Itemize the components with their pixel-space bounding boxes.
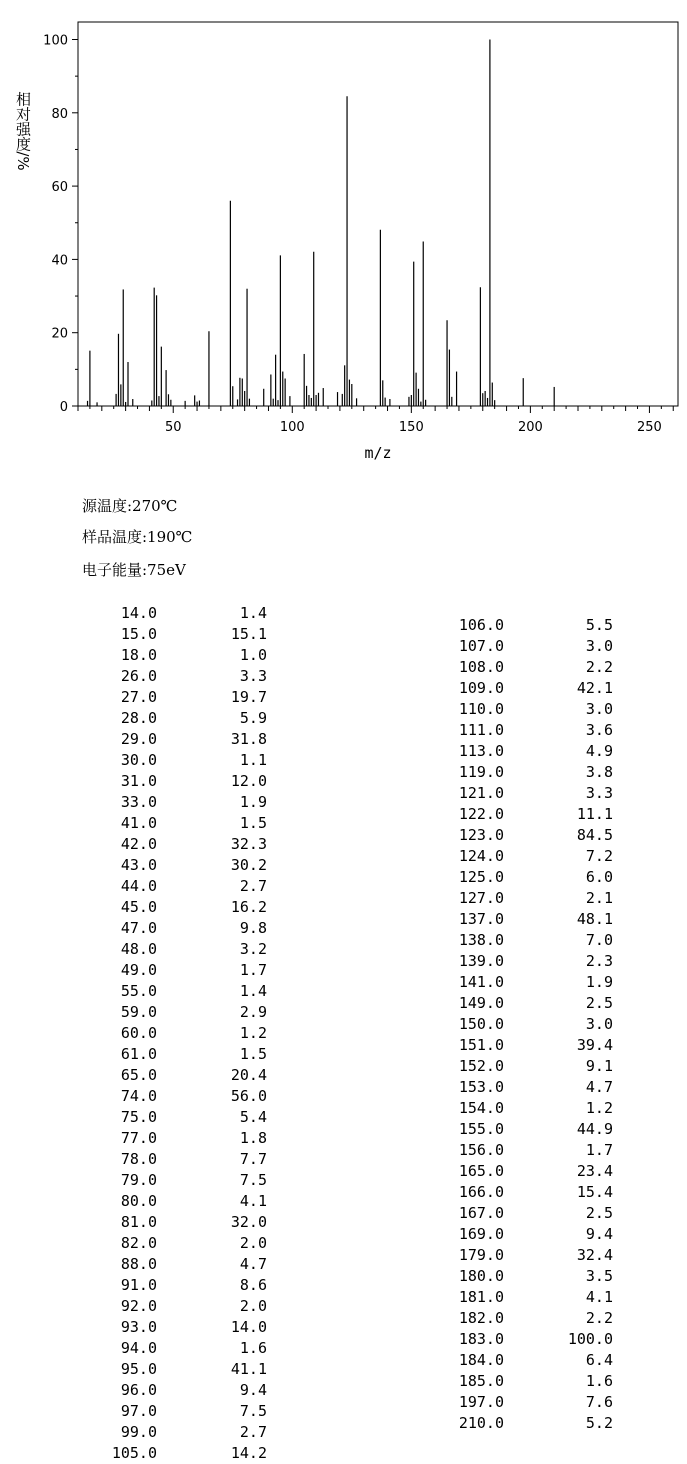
mz-value: 210.0 — [458, 1414, 504, 1432]
mz-value: 181.0 — [458, 1288, 504, 1306]
mz-value: 28.0 — [120, 709, 157, 727]
mz-value: 121.0 — [458, 784, 504, 802]
abundance-value: 3.0 — [585, 637, 613, 655]
mz-value: 180.0 — [458, 1267, 504, 1285]
y-tick-label: 20 — [51, 326, 68, 342]
abundance-value: 41.1 — [230, 1360, 267, 1378]
mz-value: 139.0 — [458, 952, 504, 970]
mz-value: 15.0 — [120, 625, 157, 643]
mz-value: 43.0 — [120, 856, 157, 874]
mz-value: 107.0 — [458, 637, 504, 655]
abundance-value: 20.4 — [230, 1066, 267, 1084]
mz-value: 55.0 — [120, 982, 157, 1000]
mz-value: 169.0 — [458, 1225, 504, 1243]
abundance-value: 32.0 — [230, 1213, 267, 1231]
mz-value: 41.0 — [120, 814, 157, 832]
x-axis-label: m/z — [364, 444, 392, 462]
abundance-value: 3.0 — [585, 1015, 613, 1033]
abundance-value: 5.9 — [239, 709, 267, 727]
abundance-value: 1.0 — [239, 646, 267, 664]
mz-value: 80.0 — [120, 1192, 157, 1210]
abundance-value: 56.0 — [230, 1087, 267, 1105]
abundance-value: 5.2 — [585, 1414, 613, 1432]
mz-value: 61.0 — [120, 1045, 157, 1063]
abundance-value: 84.5 — [576, 826, 613, 844]
mz-value: 127.0 — [458, 889, 504, 907]
y-tick-label: 100 — [43, 33, 68, 49]
mz-value: 156.0 — [458, 1141, 504, 1159]
mz-value: 152.0 — [458, 1057, 504, 1075]
mz-value: 155.0 — [458, 1120, 504, 1138]
abundance-value: 1.4 — [239, 982, 267, 1000]
abundance-value: 1.1 — [239, 751, 267, 769]
mz-value: 45.0 — [120, 898, 157, 916]
peak-series — [88, 40, 555, 407]
mz-value: 109.0 — [458, 679, 504, 697]
abundance-value: 2.2 — [585, 1309, 613, 1327]
mz-value: 26.0 — [120, 667, 157, 685]
x-axis — [78, 406, 673, 435]
mz-value: 184.0 — [458, 1351, 504, 1369]
abundance-value: 9.4 — [239, 1381, 267, 1399]
mz-value: 95.0 — [120, 1360, 157, 1378]
abundance-value: 2.9 — [239, 1003, 267, 1021]
abundance-value: 1.5 — [239, 814, 267, 832]
abundance-value: 44.9 — [576, 1120, 613, 1138]
mz-value: 29.0 — [120, 730, 157, 748]
abundance-value: 32.3 — [230, 835, 267, 853]
x-tick-label: 150 — [398, 420, 424, 435]
abundance-value: 1.2 — [239, 1024, 267, 1042]
mz-value: 119.0 — [458, 763, 504, 781]
mz-value: 27.0 — [120, 688, 157, 706]
abundance-value: 9.8 — [239, 919, 267, 937]
abundance-value: 2.7 — [239, 877, 267, 895]
abundance-value: 9.4 — [585, 1225, 613, 1243]
abundance-value: 2.1 — [585, 889, 613, 907]
abundance-value: 1.9 — [585, 973, 613, 991]
mz-value: 47.0 — [120, 919, 157, 937]
mz-value: 106.0 — [458, 616, 504, 634]
abundance-value: 31.8 — [230, 730, 267, 748]
y-tick-label: 60 — [51, 180, 68, 196]
x-tick-label: 250 — [637, 420, 662, 435]
mz-value: 88.0 — [120, 1255, 157, 1273]
abundance-value: 2.7 — [239, 1423, 267, 1441]
abundance-value: 9.1 — [585, 1057, 613, 1075]
mz-value: 153.0 — [458, 1078, 504, 1096]
abundance-value: 16.2 — [230, 898, 267, 916]
abundance-value: 1.2 — [585, 1099, 613, 1117]
y-tick-label: 0 — [59, 400, 68, 415]
mz-value: 105.0 — [111, 1444, 157, 1462]
abundance-value: 1.9 — [239, 793, 267, 811]
abundance-value: 1.5 — [239, 1045, 267, 1063]
abundance-value: 19.7 — [230, 688, 267, 706]
abundance-value: 3.8 — [585, 763, 613, 781]
abundance-value: 30.2 — [230, 856, 267, 874]
mz-value: 138.0 — [458, 931, 504, 949]
abundance-value: 7.7 — [239, 1150, 267, 1168]
abundance-value: 6.0 — [585, 868, 613, 886]
mz-value: 113.0 — [458, 742, 504, 760]
mz-value: 91.0 — [120, 1276, 157, 1294]
abundance-value: 1.7 — [585, 1141, 613, 1159]
electron-energy: 电子能量:75eV — [82, 561, 186, 579]
abundance-value: 42.1 — [576, 679, 613, 697]
abundance-value: 7.5 — [239, 1402, 267, 1420]
mz-value: 59.0 — [120, 1003, 157, 1021]
y-axis-label: 相对强度/% — [14, 91, 32, 171]
y-tick-label: 80 — [51, 106, 68, 122]
mz-value: 14.0 — [120, 604, 157, 622]
mz-value: 48.0 — [120, 940, 157, 958]
abundance-value: 2.0 — [239, 1297, 267, 1315]
abundance-value: 4.7 — [239, 1255, 267, 1273]
mz-value: 97.0 — [120, 1402, 157, 1420]
mz-value: 74.0 — [120, 1087, 157, 1105]
y-axis — [43, 34, 78, 416]
abundance-value: 1.6 — [239, 1339, 267, 1357]
mz-value: 30.0 — [120, 751, 157, 769]
abundance-value: 48.1 — [576, 910, 613, 928]
plot-frame — [78, 22, 678, 406]
abundance-value: 39.4 — [576, 1036, 613, 1054]
abundance-value: 3.3 — [585, 784, 613, 802]
mz-value: 166.0 — [458, 1183, 504, 1201]
abundance-value: 7.0 — [585, 931, 613, 949]
abundance-value: 1.6 — [585, 1372, 613, 1390]
abundance-value: 12.0 — [230, 772, 267, 790]
source-temp: 源温度:270℃ — [82, 497, 178, 515]
mz-value: 149.0 — [458, 994, 504, 1012]
abundance-value: 2.5 — [585, 994, 613, 1012]
abundance-value: 3.2 — [239, 940, 267, 958]
mz-value: 167.0 — [458, 1204, 504, 1222]
abundance-value: 2.2 — [585, 658, 613, 676]
mz-value: 60.0 — [120, 1024, 157, 1042]
x-tick-label: 200 — [517, 420, 543, 435]
abundance-value: 7.6 — [585, 1393, 613, 1411]
abundance-value: 4.1 — [585, 1288, 613, 1306]
mz-value: 42.0 — [120, 835, 157, 853]
abundance-value: 8.6 — [239, 1276, 267, 1294]
mz-value: 137.0 — [458, 910, 504, 928]
abundance-value: 3.6 — [585, 721, 613, 739]
abundance-value: 100.0 — [567, 1330, 613, 1348]
mz-value: 124.0 — [458, 847, 504, 865]
abundance-value: 1.7 — [239, 961, 267, 979]
abundance-value: 15.4 — [576, 1183, 613, 1201]
mz-value: 110.0 — [458, 700, 504, 718]
abundance-value: 3.5 — [585, 1267, 613, 1285]
abundance-value: 7.5 — [239, 1171, 267, 1189]
mz-value: 96.0 — [120, 1381, 157, 1399]
x-tick-label: 50 — [164, 420, 182, 435]
abundance-value: 7.2 — [585, 847, 613, 865]
mz-value: 165.0 — [458, 1162, 504, 1180]
mz-value: 65.0 — [120, 1066, 157, 1084]
abundance-value: 23.4 — [576, 1162, 613, 1180]
mz-value: 123.0 — [458, 826, 504, 844]
mz-value: 150.0 — [458, 1015, 504, 1033]
y-tick-label: 40 — [51, 253, 68, 269]
mz-value: 75.0 — [120, 1108, 157, 1126]
mz-value: 81.0 — [120, 1213, 157, 1231]
mz-value: 122.0 — [458, 805, 504, 823]
mz-value: 33.0 — [120, 793, 157, 811]
abundance-value: 5.4 — [239, 1108, 267, 1126]
mz-value: 18.0 — [120, 646, 157, 664]
mz-value: 108.0 — [458, 658, 504, 676]
abundance-value: 3.3 — [239, 667, 267, 685]
mz-value: 99.0 — [120, 1423, 157, 1441]
abundance-value: 14.0 — [230, 1318, 267, 1336]
abundance-value: 15.1 — [230, 625, 267, 643]
abundance-value: 4.1 — [239, 1192, 267, 1210]
mz-value: 31.0 — [120, 772, 157, 790]
abundance-value: 4.9 — [585, 742, 613, 760]
abundance-value: 3.0 — [585, 700, 613, 718]
mz-value: 92.0 — [120, 1297, 157, 1315]
mz-value: 179.0 — [458, 1246, 504, 1264]
mz-value: 125.0 — [458, 868, 504, 886]
mz-value: 141.0 — [458, 973, 504, 991]
sample-temp: 样品温度:190℃ — [82, 528, 193, 546]
mz-value: 49.0 — [120, 961, 157, 979]
abundance-value: 11.1 — [576, 805, 613, 823]
mz-value: 79.0 — [120, 1171, 157, 1189]
mz-value: 197.0 — [458, 1393, 504, 1411]
mz-value: 185.0 — [458, 1372, 504, 1390]
mz-value: 44.0 — [120, 877, 157, 895]
mz-value: 77.0 — [120, 1129, 157, 1147]
mz-value: 111.0 — [458, 721, 504, 739]
mz-value: 78.0 — [120, 1150, 157, 1168]
abundance-value: 4.7 — [585, 1078, 613, 1096]
abundance-value: 6.4 — [585, 1351, 613, 1369]
x-tick-label: 100 — [279, 420, 305, 435]
abundance-value: 1.8 — [239, 1129, 267, 1147]
abundance-value: 14.2 — [230, 1444, 267, 1462]
abundance-value: 2.0 — [239, 1234, 267, 1252]
mz-value: 151.0 — [458, 1036, 504, 1054]
mz-value: 93.0 — [120, 1318, 157, 1336]
abundance-value: 5.5 — [585, 616, 613, 634]
mz-value: 82.0 — [120, 1234, 157, 1252]
mz-value: 182.0 — [458, 1309, 504, 1327]
abundance-value: 2.5 — [585, 1204, 613, 1222]
abundance-value: 2.3 — [585, 952, 613, 970]
mz-value: 94.0 — [120, 1339, 157, 1357]
abundance-value: 32.4 — [576, 1246, 613, 1264]
mz-value: 183.0 — [458, 1330, 504, 1348]
mz-value: 154.0 — [458, 1099, 504, 1117]
mass-spectrum-chart — [0, 0, 687, 470]
abundance-value: 1.4 — [239, 604, 267, 622]
